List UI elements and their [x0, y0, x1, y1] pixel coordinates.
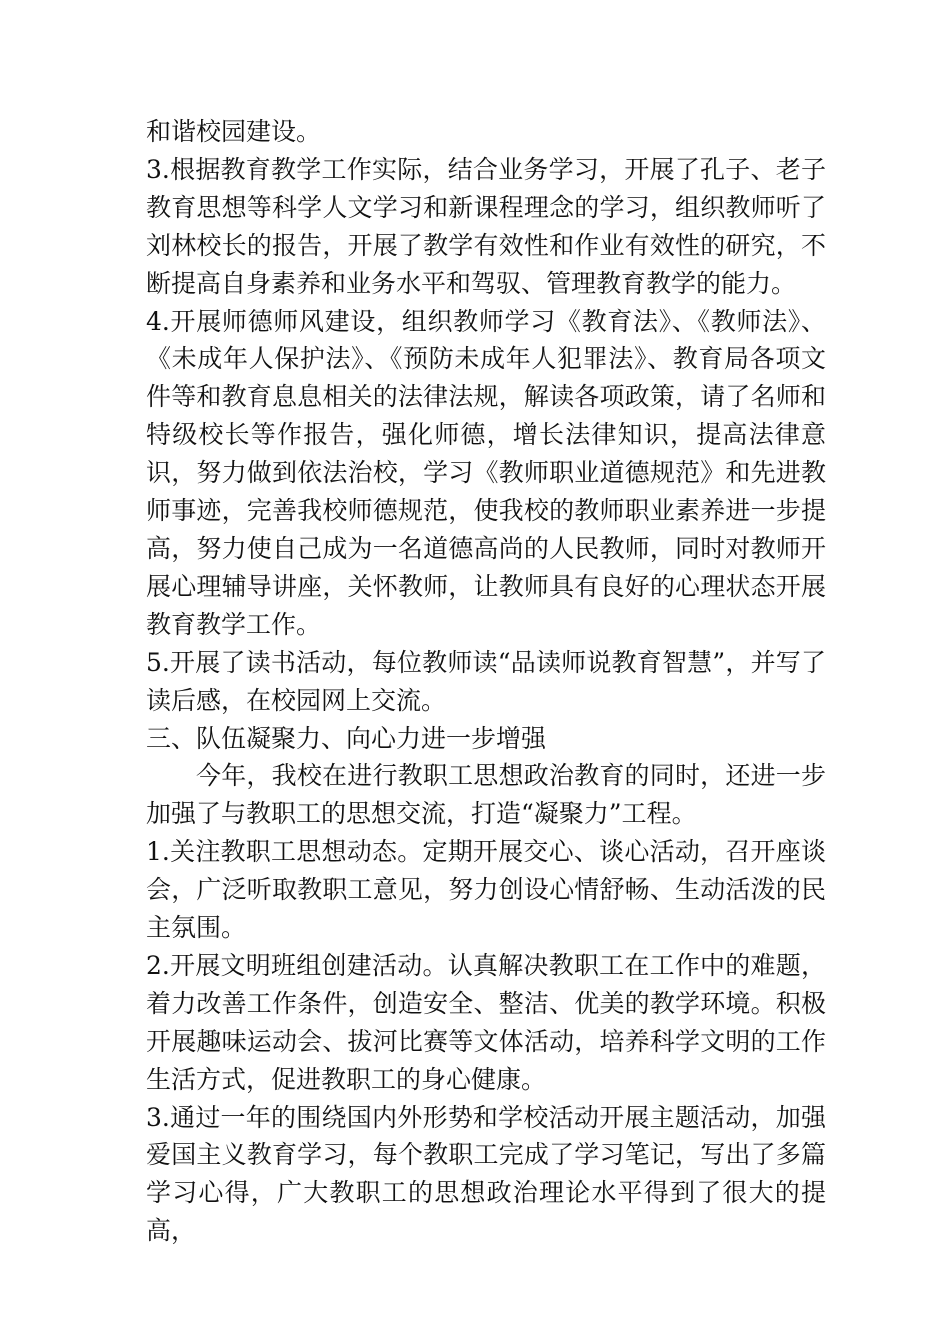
- document-body: [146, 113, 826, 1250]
- section-heading-cohesion: 三、队伍凝聚力、向心力进一步增强: [146, 723, 547, 753]
- paragraph-cohesion-intro: 今年，我校在进行教职工思想政治教育的同时，还进一步加强了与教职工的思想交流，打造“凝聚力”工程。: [146, 761, 826, 829]
- paragraph-item-3-patriotism: 3.通过一年的围绕国内外形势和学校活动开展主题活动，加强爱国主义教育学习，每个教职工完成了学习笔记，写出了多篇学习心得，广大教职工的思想政治理论水平得到了很大的提高，: [146, 1102, 826, 1246]
- paragraph-item-4-ethics: 4.开展师德师风建设，组织教师学习《教育法》、《教师法》、《未成年人保护法》、《预防未成年人犯罪法》、教育局各项文件等和教育息息相关的法律法规，解读各项政策，请了名师和特级校长等作报告，强化师德，增长法律知识，提高法律意识，努力做到依法治校，学习《教师职业道德规范》和先进教师事迹，完善我校师德规范，使我校的教师职业素养进一步提高，努力使自己成为一名道德高尚的人民教师，同时对教师开展心理辅导讲座，关怀教师，让教师具有良好的心理状态开展教育教学工作。: [146, 306, 826, 639]
- paragraph-item-1-thought: 1.关注教职工思想动态。定期开展交心、谈心活动，召开座谈会，广泛听取教职工意见，努力创设心情舒畅、生动活泼的民主氛围。: [146, 837, 826, 943]
- paragraph-campus-construction: 和谐校园建设。: [146, 117, 322, 146]
- paragraph-item-5-reading: 5.开展了读书活动，每位教师读“品读师说教育智慧”，并写了读后感，在校园网上交流。: [146, 647, 826, 715]
- paragraph-item-2-civilized: 2.开展文明班组创建活动。认真解决教职工在工作中的难题，着力改善工作条件，创造安全、整洁、优美的教学环境。积极开展趣味运动会、拔河比赛等文体活动，培养科学文明的工作生活方式，促进教职工的身心健康。: [146, 950, 826, 1094]
- paragraph-item-3-study: 3.根据教育教学工作实际，结合业务学习，开展了孔子、老子教育思想等科学人文学习和新课程理念的学习，组织教师听了刘林校长的报告，开展了教学有效性和作业有效性的研究，不断提高自身素养和业务水平和驾驭、管理教育教学的能力。: [146, 154, 826, 298]
